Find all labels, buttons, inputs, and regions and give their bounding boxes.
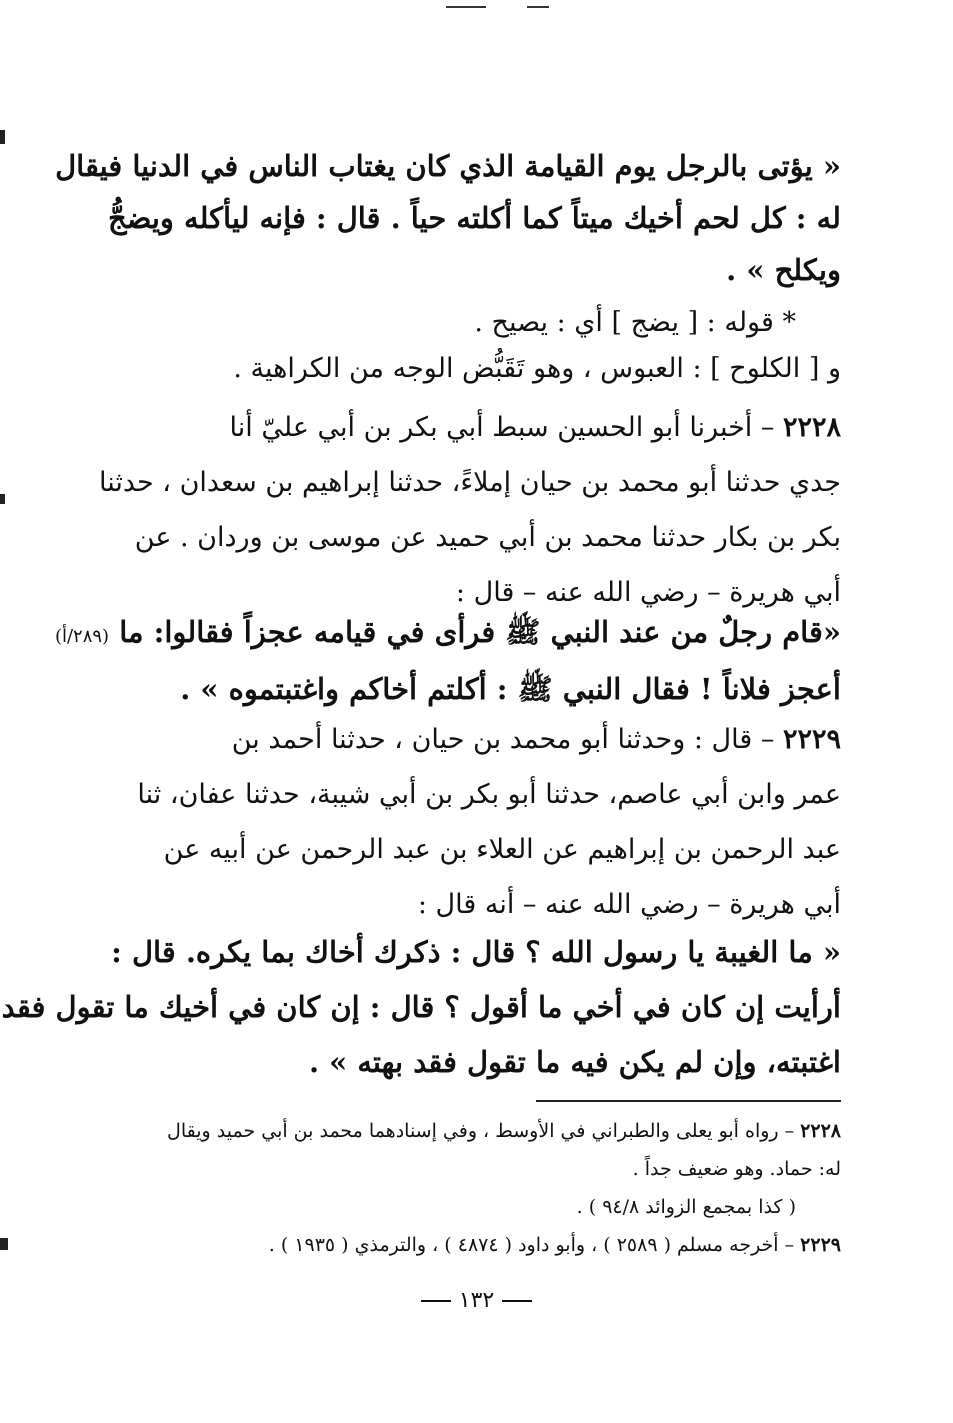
left-edge-mark [0,494,5,504]
footnote-line: ( كذا بمجمع الزوائد ٩٤/٨ ) . [576,1196,796,1218]
top-rule-left [446,6,486,8]
note-block [150,300,841,392]
left-edge-mark [0,1238,8,1250]
isnad-line: عمر وابن أبي عاصم، حدثنا أبو بكر بن أبي شيبة، حدثنا عفان، ثنا [137,779,841,810]
hadith-number: ٢٢٢٨ [782,412,841,443]
footnote-line: له: حماد. وهو ضعيف جداً . [632,1158,841,1180]
hadith-block-3 [1,925,841,1090]
hadith-text: «قام رجلٌ من عند النبي ﷺ فرأى في قيامه عجزاً فقالوا: ما [119,615,841,649]
hadith-line: أعجز فلاناً ! فقال النبي ﷺ : أكلتم أخاكم واغتبتموه » . [180,672,841,706]
page-number-dash [421,1300,451,1302]
isnad-line: بكر بن بكار حدثنا محمد بن أبي حميد عن موسى بن وردان . عن [134,522,841,553]
page-number-dash [502,1300,532,1302]
hadith-line: أرأيت إن كان في أخي ما أقول ؟ قال : إن كان في أخيك ما تقول فقد [1,990,841,1024]
isnad-block-2229 [137,712,841,932]
note-line: * قوله : [ يضج ] أي : يصيح . [474,307,796,338]
isnad-line: أبي هريرة – رضي الله عنه – قال : [455,577,841,608]
isnad-block-2228 [98,400,841,620]
footnote-separator [536,1100,841,1102]
isnad-line: عبد الرحمن بن إبراهيم عن العلاء بن عبد الرحمن عن أبيه عن [163,834,841,865]
isnad-line: جدي حدثنا أبو محمد بن حيان إملاءً، حدثنا إبراهيم بن سعدان ، حدثنا [98,467,841,498]
manuscript-folio-ref: (٢٨٩/أ) [54,626,110,647]
isnad-line: أبي هريرة – رضي الله عنه – أنه قال : [417,889,841,920]
hadith-line: « يؤتى بالرجل يوم القيامة الذي كان يغتاب الناس في الدنيا فيقال [55,149,841,183]
footnote-line [96,1112,841,1150]
isnad-line [150,712,841,767]
footnote-text: – أخرجه مسلم ( ٢٥٨٩ ) ، وأبو داود ( ٤٨٧٤ ) ، والترمذي ( ١٩٣٥ ) . [268,1234,795,1256]
isnad-line [150,400,841,455]
hadith-block-1 [55,140,841,296]
note-line: و [ الكلوح ] : العبوس ، وهو تَقَبُّض الوجه من الكراهية . [233,353,841,384]
isnad-text: – أخبرنا أبو الحسين سبط أبي بكر بن أبي عليّ أنا [229,412,775,443]
footnote-number: ٢٢٢٨ [800,1120,841,1142]
hadith-number: ٢٢٢٩ [782,724,841,755]
hadith-line: له : كل لحم أخيك ميتاً كما أكلته حياً . قال : فإنه ليأكله ويضجُّ [107,201,841,235]
footnote-number: ٢٢٢٩ [800,1234,841,1256]
page-number-text: ١٣٢ [458,1288,495,1313]
page-number [0,1288,953,1313]
footnotes [96,1112,841,1264]
hadith-line: ويكلح » . [726,253,841,287]
left-edge-mark [0,130,5,144]
hadith-line: « ما الغيبة يا رسول الله ؟ قال : ذكرك أخاك بما يكره. قال : [111,935,841,969]
footnote-line [96,1226,841,1264]
hadith-block-2 [54,606,841,715]
hadith-line [54,606,841,663]
isnad-text: – قال : وحدثنا أبو محمد بن حيان ، حدثنا أحمد بن [231,724,775,755]
footnote-text: – رواه أبو يعلى والطبراني في الأوسط ، وفي إسنادهما محمد بن أبي حميد ويقال [167,1120,795,1142]
top-rule-right [527,6,549,8]
hadith-line: اغتبته، وإن لم يكن فيه ما تقول فقد بهته » . [308,1045,841,1079]
